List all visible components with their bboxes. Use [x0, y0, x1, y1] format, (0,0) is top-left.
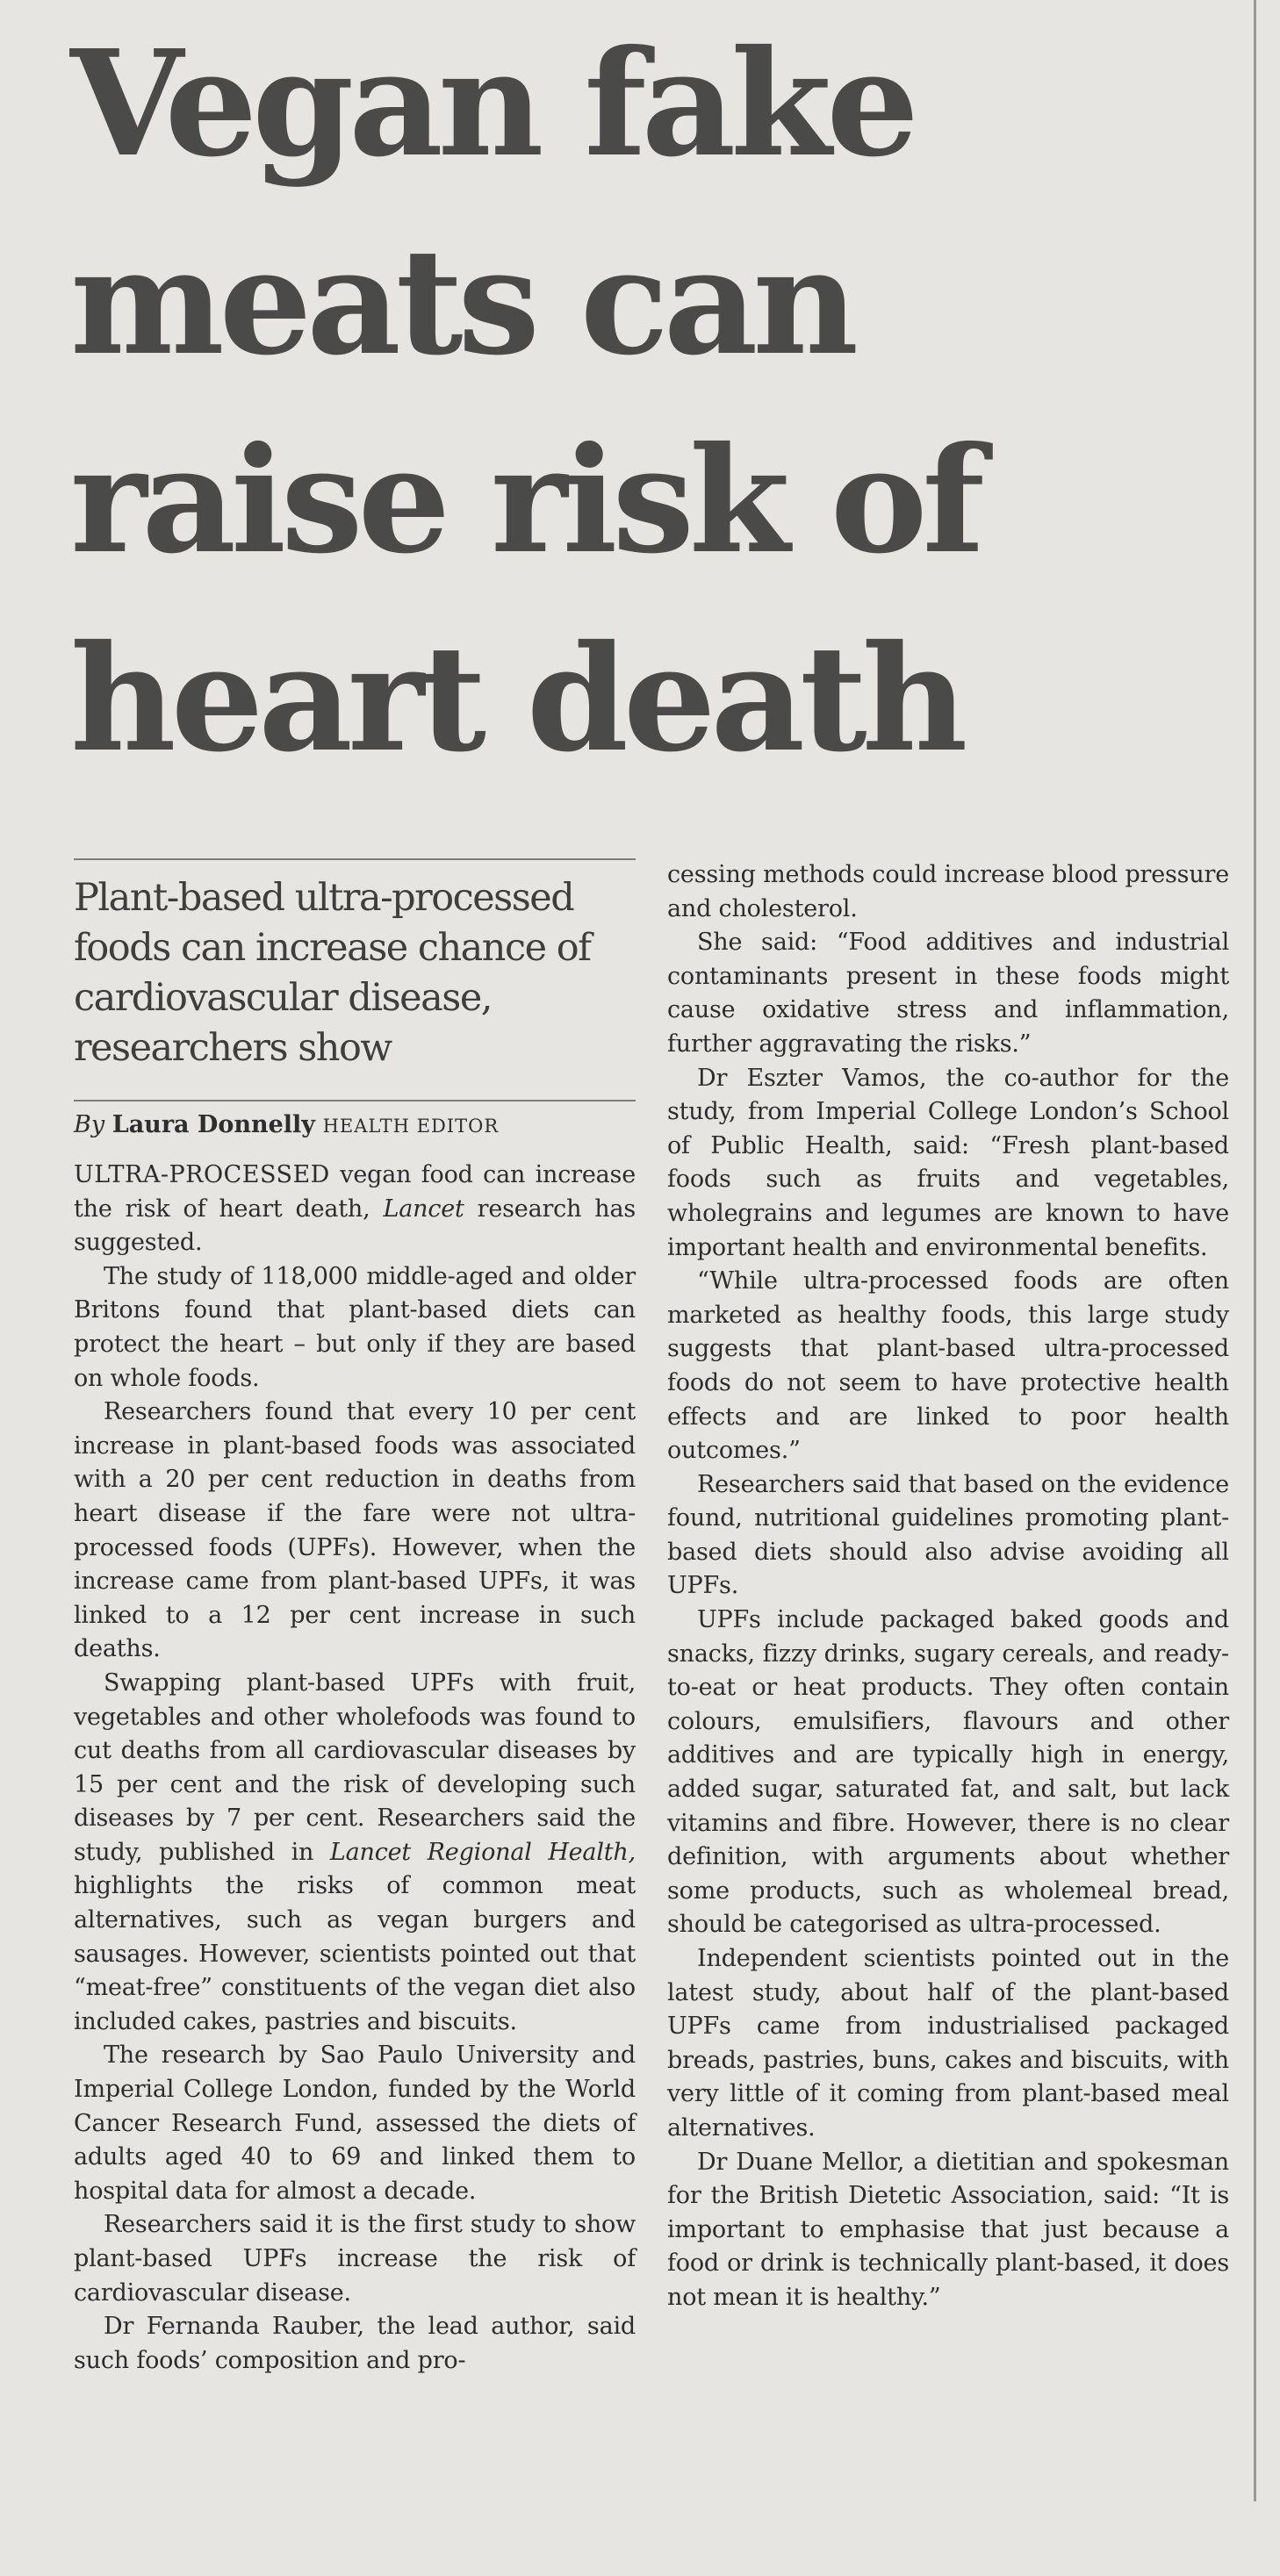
column-divider-rule [1254, 0, 1256, 2501]
body-paragraph: Dr Eszter Vamos, the co-author for the study, from Imperial College London’s School of Public Health, said: “Fresh plant-based foods such as fruits and vegetables, wholegrains and legumes are known to have important health and environmental benefits. [667, 1064, 1229, 1261]
body-paragraph: Dr Duane Mellor, a dietitian and spokesman for the British Dietetic Association, said: “It is important to emphasise that just because a food or drink is technically plant-based, it does not mean it is healthy.” [667, 2148, 1229, 2311]
standfirst-bottom-rule [74, 1100, 636, 1101]
lead-tail: research has suggested. [74, 1195, 636, 1257]
body-paragraph: Researchers said that based on the evidence found, nutritional guidelines promoting plant-based diets should also advise avoiding all UPFs. [667, 1470, 1229, 1600]
standfirst: Plant-based ultra-processed foods can increase chance of cardiovascular disease, researchers show [74, 876, 591, 1070]
body-paragraph: The study of 118,000 middle-aged and older Britons found that plant-based diets can protect the heart – but only if they are based on whole foods. [74, 1262, 636, 1392]
body-paragraph: Researchers said it is the first study to show plant-based UPFs increase the risk of cardiovascular disease. [74, 2211, 636, 2307]
body-column-1 [74, 1159, 636, 2378]
body-paragraph [74, 1667, 636, 2040]
headline: Vegan fake meats can raise risk of heart death [70, 18, 980, 785]
paragraph-text: Swapping plant-based UPFs with fruit, vegetables and other wholefoods was found to cut deaths from all cardiovascular diseases by 15 per cent and the risk of developing such diseases by 7 per cent. Researchers said the study, published in [74, 1668, 636, 1866]
body-paragraph: She said: “Food additives and industrial contaminants present in these foods might cause oxidative stress and inflammation, further aggravating the risks.” [667, 929, 1229, 1058]
body-paragraph: Dr Fernanda Rauber, the lead author, said such foods’ composition and pro- [74, 2313, 636, 2374]
byline [74, 1109, 636, 1143]
standfirst-top-rule [74, 858, 636, 860]
lead-text: vegan food can increase the risk of heart death, [74, 1161, 636, 1223]
journal-title: Lancet Regional Health, [329, 1838, 636, 1866]
byline-prefix: By [74, 1111, 105, 1138]
lead-italic: Lancet [383, 1195, 464, 1223]
body-paragraph: “While ultra-processed foods are often marketed as healthy foods, this large study suggests that plant-based ultra-processed foods do not seem to have protective health effects and are linked to poor health outcomes.” [667, 1267, 1229, 1465]
body-paragraph: Researchers found that every 10 per cent increase in plant-based foods was associated with a 20 per cent reduction in deaths from heart disease if the fare were not ultra-processed foods (UPFs). However, when the increase came from plant-based UPFs, it was linked to a 12 per cent increase in such deaths. [74, 1398, 636, 1663]
continued-paragraph: cessing methods could increase blood pressure and cholesterol. [667, 861, 1229, 922]
body-column-2 [667, 858, 1229, 2315]
body-paragraph: UPFs include packaged baked goods and snacks, fizzy drinks, sugary cereals, and ready-to-eat or heat products. They often contain colours, emulsifiers, flavours and other additives and are typically high in energy, added sugar, saturated fat, and salt, but lack vitamins and fibre. However, there is no clear definition, with arguments about whether some products, such as wholemeal bread, should be categorised as ultra-processed. [667, 1606, 1229, 1939]
body-paragraph: The research by Sao Paulo University and Imperial College London, funded by the World Cancer Research Fund, assessed the diets of adults aged 40 to 69 and linked them to hospital data for almost a decade. [74, 2041, 636, 2205]
author-name: Laura Donnelly [111, 1111, 315, 1138]
lead-paragraph [74, 1159, 636, 1260]
lead-caps: ULTRA-PROCESSED [74, 1161, 330, 1188]
paragraph-text: highlights the risks of common meat alternatives, such as vegan burgers and sausages. However, scientists pointed out that “meat-free” constituents of the vegan diet also included cakes, pastries and biscuits. [74, 1872, 636, 2035]
author-role: HEALTH EDITOR [322, 1116, 500, 1137]
body-paragraph: Independent scientists pointed out in the latest study, about half of the plant-based UPFs came from industrialised packaged breads, pastries, buns, cakes and biscuits, with very little of it coming from plant-based meal alternatives. [667, 1945, 1229, 2142]
